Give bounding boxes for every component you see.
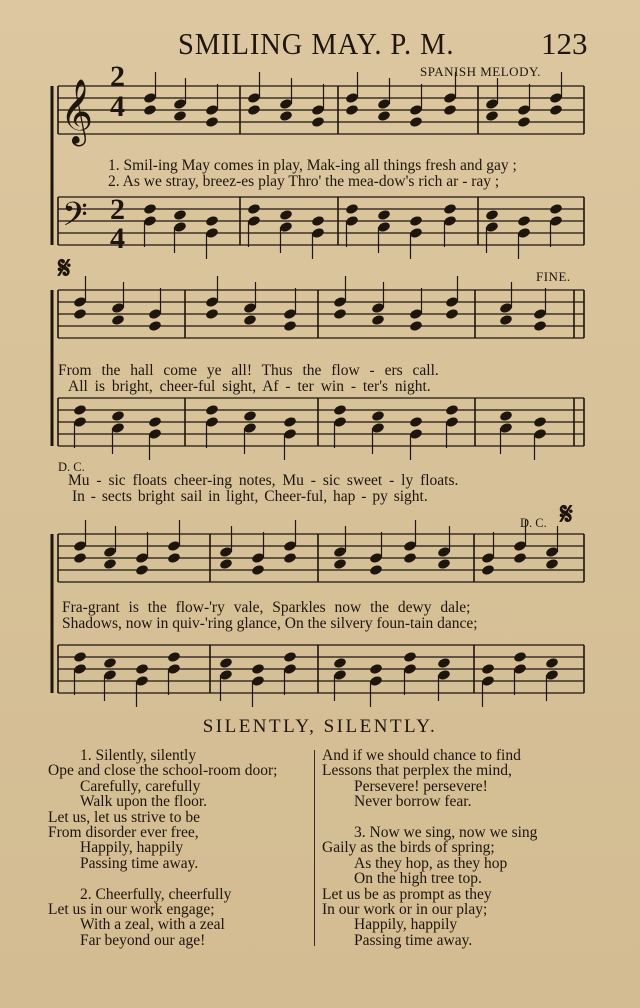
- note-head: [377, 209, 391, 221]
- note-head: [283, 320, 297, 332]
- note-head: [533, 320, 547, 332]
- note-head: [103, 558, 117, 570]
- note-head: [517, 215, 531, 227]
- bass-clef-icon: 𝄢: [62, 196, 88, 242]
- note-head: [73, 308, 87, 320]
- segno-mark-right: 𝄋: [560, 498, 573, 531]
- note-head: [247, 104, 261, 116]
- fine-label: FINE.: [536, 269, 571, 284]
- note-head: [219, 657, 233, 669]
- lyric-line: In - sects bright sail in light, Cheer-ful, hap - py sight.: [72, 488, 428, 505]
- treble-clef-icon: 𝄞: [60, 79, 94, 144]
- poem-line: 3. Now we sing, now we sing: [354, 824, 538, 842]
- poem-line: From disorder ever free,: [48, 824, 199, 842]
- poem-line: As they hop, as they hop: [354, 854, 508, 872]
- lyric-line: All is bright, cheer-ful sight, Af - ter win - ter's night.: [68, 378, 431, 395]
- note-head: [173, 110, 187, 122]
- poem-line: 2. Cheerfully, cheerfully: [80, 885, 232, 903]
- note-head: [311, 116, 325, 128]
- page-title: SMILING MAY. P. M.: [178, 26, 455, 61]
- poem-line: Persevere! persevere!: [354, 777, 488, 795]
- note-head: [499, 410, 513, 422]
- note-head: [409, 116, 423, 128]
- lyric-line: 2. As we stray, breez-es play Thro' the mea-dow's rich ar - ray ;: [108, 173, 500, 190]
- poem-line: Ope and close the school-room door;: [48, 762, 278, 780]
- note-head: [247, 203, 261, 215]
- poem-line: Happily, happily: [80, 839, 184, 857]
- note-head: [377, 110, 391, 122]
- note-head: [345, 104, 359, 116]
- note-head: [499, 314, 513, 326]
- lyric-line: Fra-grant is the flow-'ry vale, Sparkles now the dewy dale;: [62, 599, 471, 616]
- note-head: [205, 308, 219, 320]
- segno-mark-left: 𝄋: [58, 252, 71, 285]
- note-head: [148, 416, 162, 428]
- time-sig-bottom-treble: 4: [110, 90, 125, 123]
- lyric-line: From the hall come ye all! Thus the flow - ers call.: [58, 362, 439, 379]
- poem-line: Gaily as the birds of spring;: [322, 839, 495, 857]
- poem-line: Carefully, carefully: [80, 777, 201, 795]
- note-head: [251, 663, 265, 675]
- dc-label: D. C.: [520, 516, 547, 530]
- note-head: [205, 116, 219, 128]
- note-head: [73, 552, 87, 564]
- note-head: [333, 558, 347, 570]
- note-head: [409, 320, 423, 332]
- poem-line: Passing time away.: [354, 931, 473, 949]
- note-head: [135, 564, 149, 576]
- note-head: [409, 416, 423, 428]
- note-head: [103, 657, 117, 669]
- note-head: [549, 104, 563, 116]
- note-head: [485, 209, 499, 221]
- note-head: [283, 416, 297, 428]
- note-head: [243, 314, 257, 326]
- note-head: [371, 314, 385, 326]
- note-head: [371, 410, 385, 422]
- time-sig-bottom-bass: 4: [110, 222, 125, 255]
- poem-line: Let us, let us strive to be: [48, 808, 200, 826]
- note-head: [279, 209, 293, 221]
- note-head: [481, 564, 495, 576]
- poem-line: Far beyond our age!: [80, 931, 206, 949]
- note-head: [485, 110, 499, 122]
- note-head: [333, 404, 347, 416]
- note-head: [369, 564, 383, 576]
- note-head: [481, 663, 495, 675]
- note-head: [111, 410, 125, 422]
- note-head: [403, 651, 417, 663]
- note-head: [545, 558, 559, 570]
- poem-line: On the high tree top.: [354, 870, 482, 888]
- poem-line: Never borrow fear.: [354, 793, 472, 811]
- poem-line: Let us in our work engage;: [48, 901, 215, 919]
- note-head: [533, 416, 547, 428]
- note-head: [279, 110, 293, 122]
- note-head: [111, 314, 125, 326]
- poem-line: Happily, happily: [354, 916, 458, 934]
- song-title: SILENTLY, SILENTLY.: [202, 716, 438, 737]
- page-number: 123: [541, 26, 588, 61]
- note-head: [513, 651, 527, 663]
- note-head: [167, 552, 181, 564]
- note-head: [549, 203, 563, 215]
- poem-line: Passing time away.: [80, 854, 199, 872]
- note-head: [437, 558, 451, 570]
- poem-column-right: [322, 748, 537, 948]
- note-head: [205, 215, 219, 227]
- note-head: [143, 104, 157, 116]
- note-head: [148, 320, 162, 332]
- poem-line: With a zeal, with a zeal: [80, 916, 225, 934]
- note-head: [243, 410, 257, 422]
- note-head: [345, 203, 359, 215]
- note-head: [333, 657, 347, 669]
- lyric-line: Mu - sic floats cheer-ing notes, Mu - sic sweet - ly floats.: [68, 472, 459, 489]
- note-head: [517, 116, 531, 128]
- note-head: [73, 404, 87, 416]
- note-head: [251, 564, 265, 576]
- note-head: [311, 215, 325, 227]
- note-head: [283, 552, 297, 564]
- note-head: [545, 657, 559, 669]
- note-head: [409, 215, 423, 227]
- note-head: [173, 209, 187, 221]
- note-head: [135, 663, 149, 675]
- time-sig-top-treble: 2: [110, 60, 125, 93]
- lyric-line: Shadows, now in quiv-'ring glance, On the silvery foun-tain dance;: [62, 615, 478, 632]
- melody-credit: SPANISH MELODY.: [420, 64, 541, 79]
- note-head: [513, 552, 527, 564]
- note-head: [205, 404, 219, 416]
- poem-column-left: [48, 748, 277, 948]
- poem-line: Walk upon the floor.: [80, 793, 208, 811]
- note-head: [403, 552, 417, 564]
- dc-label-left: D. C.: [58, 460, 85, 474]
- poem-line: Lessons that perplex the mind,: [322, 762, 512, 780]
- poem-line: 1. Silently, silently: [80, 747, 197, 764]
- poem-line: In our work or in our play;: [322, 901, 488, 919]
- note-head: [219, 558, 233, 570]
- note-head: [283, 651, 297, 663]
- note-head: [333, 308, 347, 320]
- column-divider: [314, 750, 315, 946]
- note-head: [167, 651, 181, 663]
- note-head: [445, 308, 459, 320]
- note-head: [369, 663, 383, 675]
- note-head: [437, 657, 451, 669]
- note-head: [443, 203, 457, 215]
- poem-line: Let us be as prompt as they: [322, 885, 492, 903]
- note-head: [445, 404, 459, 416]
- poem-line: [322, 810, 537, 825]
- poem-line: [48, 871, 277, 886]
- note-head: [73, 651, 87, 663]
- lyric-line: 1. Smil-ing May comes in play, Mak-ing all things fresh and gay ;: [108, 157, 517, 174]
- note-head: [143, 203, 157, 215]
- time-sig-top-bass: 2: [110, 193, 125, 226]
- note-head: [443, 104, 457, 116]
- poem-line: And if we should chance to find: [322, 747, 521, 764]
